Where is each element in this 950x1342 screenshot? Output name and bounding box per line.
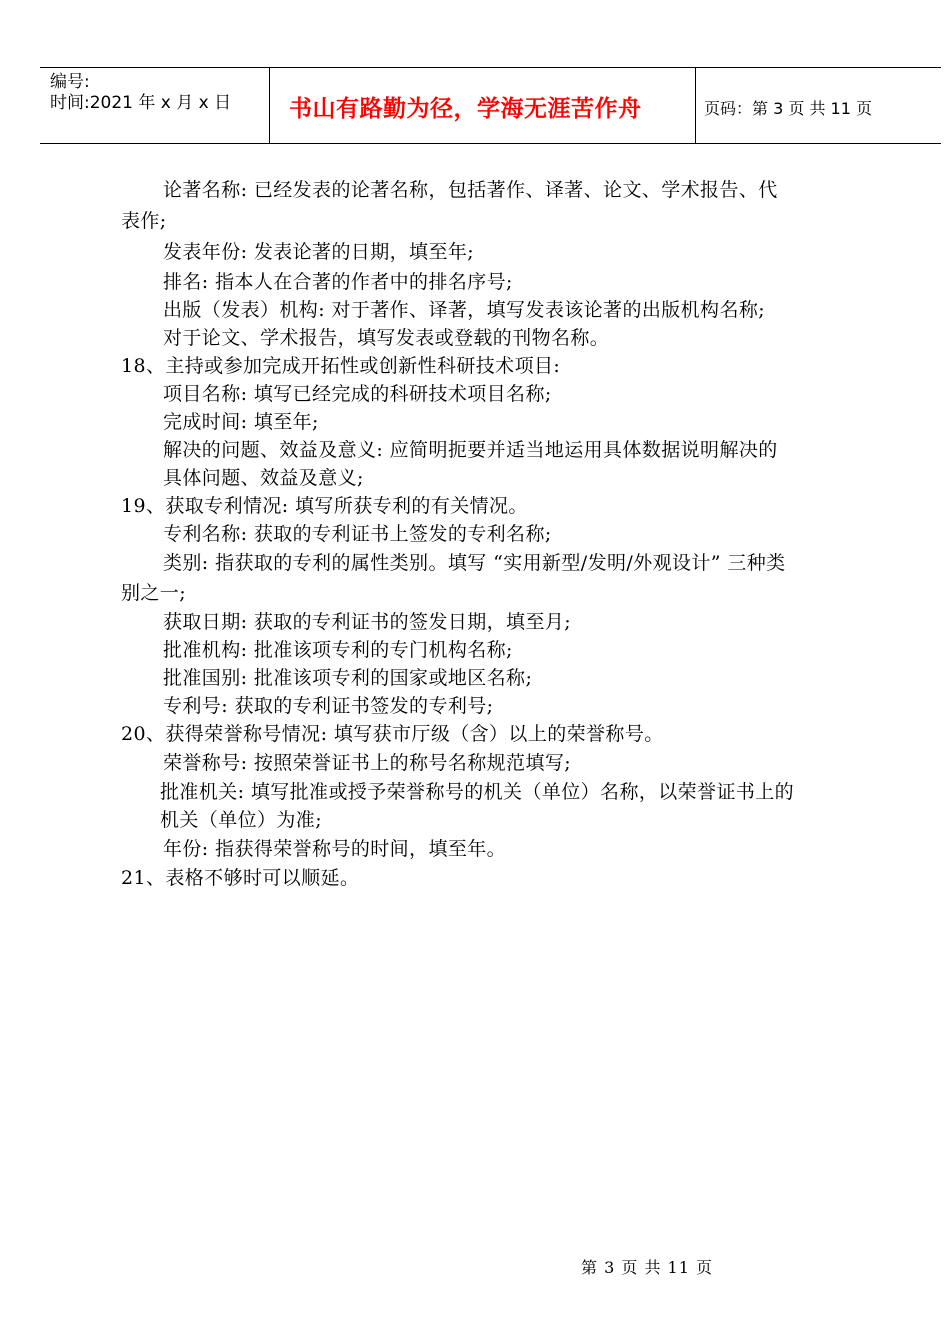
- header-motto: 书山有路勤为径，学海无涯苦作舟: [289, 96, 642, 122]
- text-line: 具体问题、效益及意义;: [163, 467, 364, 489]
- text-line: 荣誉称号: 按照荣誉证书上的称号名称规范填写;: [163, 752, 572, 774]
- text-line: 排名: 指本人在合著的作者中的排名序号;: [163, 271, 513, 293]
- text-line: 专利号: 获取的专利证书签发的专利号;: [163, 695, 494, 717]
- text-line: 批准机关: 填写批准或授予荣誉称号的机关（单位）名称，以荣誉证书上的: [160, 781, 795, 803]
- text-line: 19、获取专利情况: 填写所获专利的有关情况。: [121, 495, 528, 517]
- page-footer: 第 3 页 共 11 页: [581, 1258, 713, 1277]
- text-line: 完成时间: 填至年;: [163, 411, 319, 433]
- text-line: 21、表格不够时可以顺延。: [121, 867, 360, 889]
- text-line: 批准国别: 批准该项专利的国家或地区名称;: [163, 667, 533, 689]
- text-line: 18、主持或参加完成开拓性或创新性科研技术项目:: [121, 355, 561, 377]
- text-line: 专利名称: 获取的专利证书上签发的专利名称;: [163, 523, 552, 545]
- text-line: 批准机构: 批准该项专利的专门机构名称;: [163, 639, 513, 661]
- text-line: 年份: 指获得荣誉称号的时间，填至年。: [163, 838, 507, 860]
- text-line: 出版（发表）机构: 对于著作、译著，填写发表该论著的出版机构名称;: [163, 299, 766, 321]
- text-line: 机关（单位）为准;: [160, 809, 323, 831]
- text-line: 获取日期: 获取的专利证书的签发日期，填至月;: [163, 611, 572, 633]
- header-page-label: 页码：第 3 页 共 11 页: [704, 99, 872, 118]
- text-line: 解决的问题、效益及意义: 应简明扼要并适当地运用具体数据说明解决的: [163, 439, 778, 461]
- text-line: 发表年份: 发表论著的日期，填至年;: [163, 241, 475, 263]
- text-line: 类别: 指获取的专利的属性类别。填写 “实用新型/发明/外观设计” 三种类: [163, 552, 786, 574]
- text-line: 表作;: [121, 210, 167, 232]
- text-line: 对于论文、学术报告，填写发表或登载的刊物名称。: [163, 327, 610, 349]
- text-line: 20、获得荣誉称号情况: 填写获市厅级（含）以上的荣誉称号。: [121, 723, 664, 745]
- header-divider: [695, 68, 696, 144]
- text-line: 论著名称: 已经发表的论著名称，包括著作、译著、论文、学术报告、代: [163, 179, 778, 201]
- header-divider: [269, 68, 270, 144]
- text-line: 别之一;: [121, 582, 187, 604]
- text-line: 项目名称: 填写已经完成的科研技术项目名称;: [163, 383, 552, 405]
- header-time-label: 时间:2021 年 x 月 x 日: [50, 93, 232, 113]
- page-header: [40, 67, 941, 144]
- header-number-label: 编号:: [50, 72, 90, 92]
